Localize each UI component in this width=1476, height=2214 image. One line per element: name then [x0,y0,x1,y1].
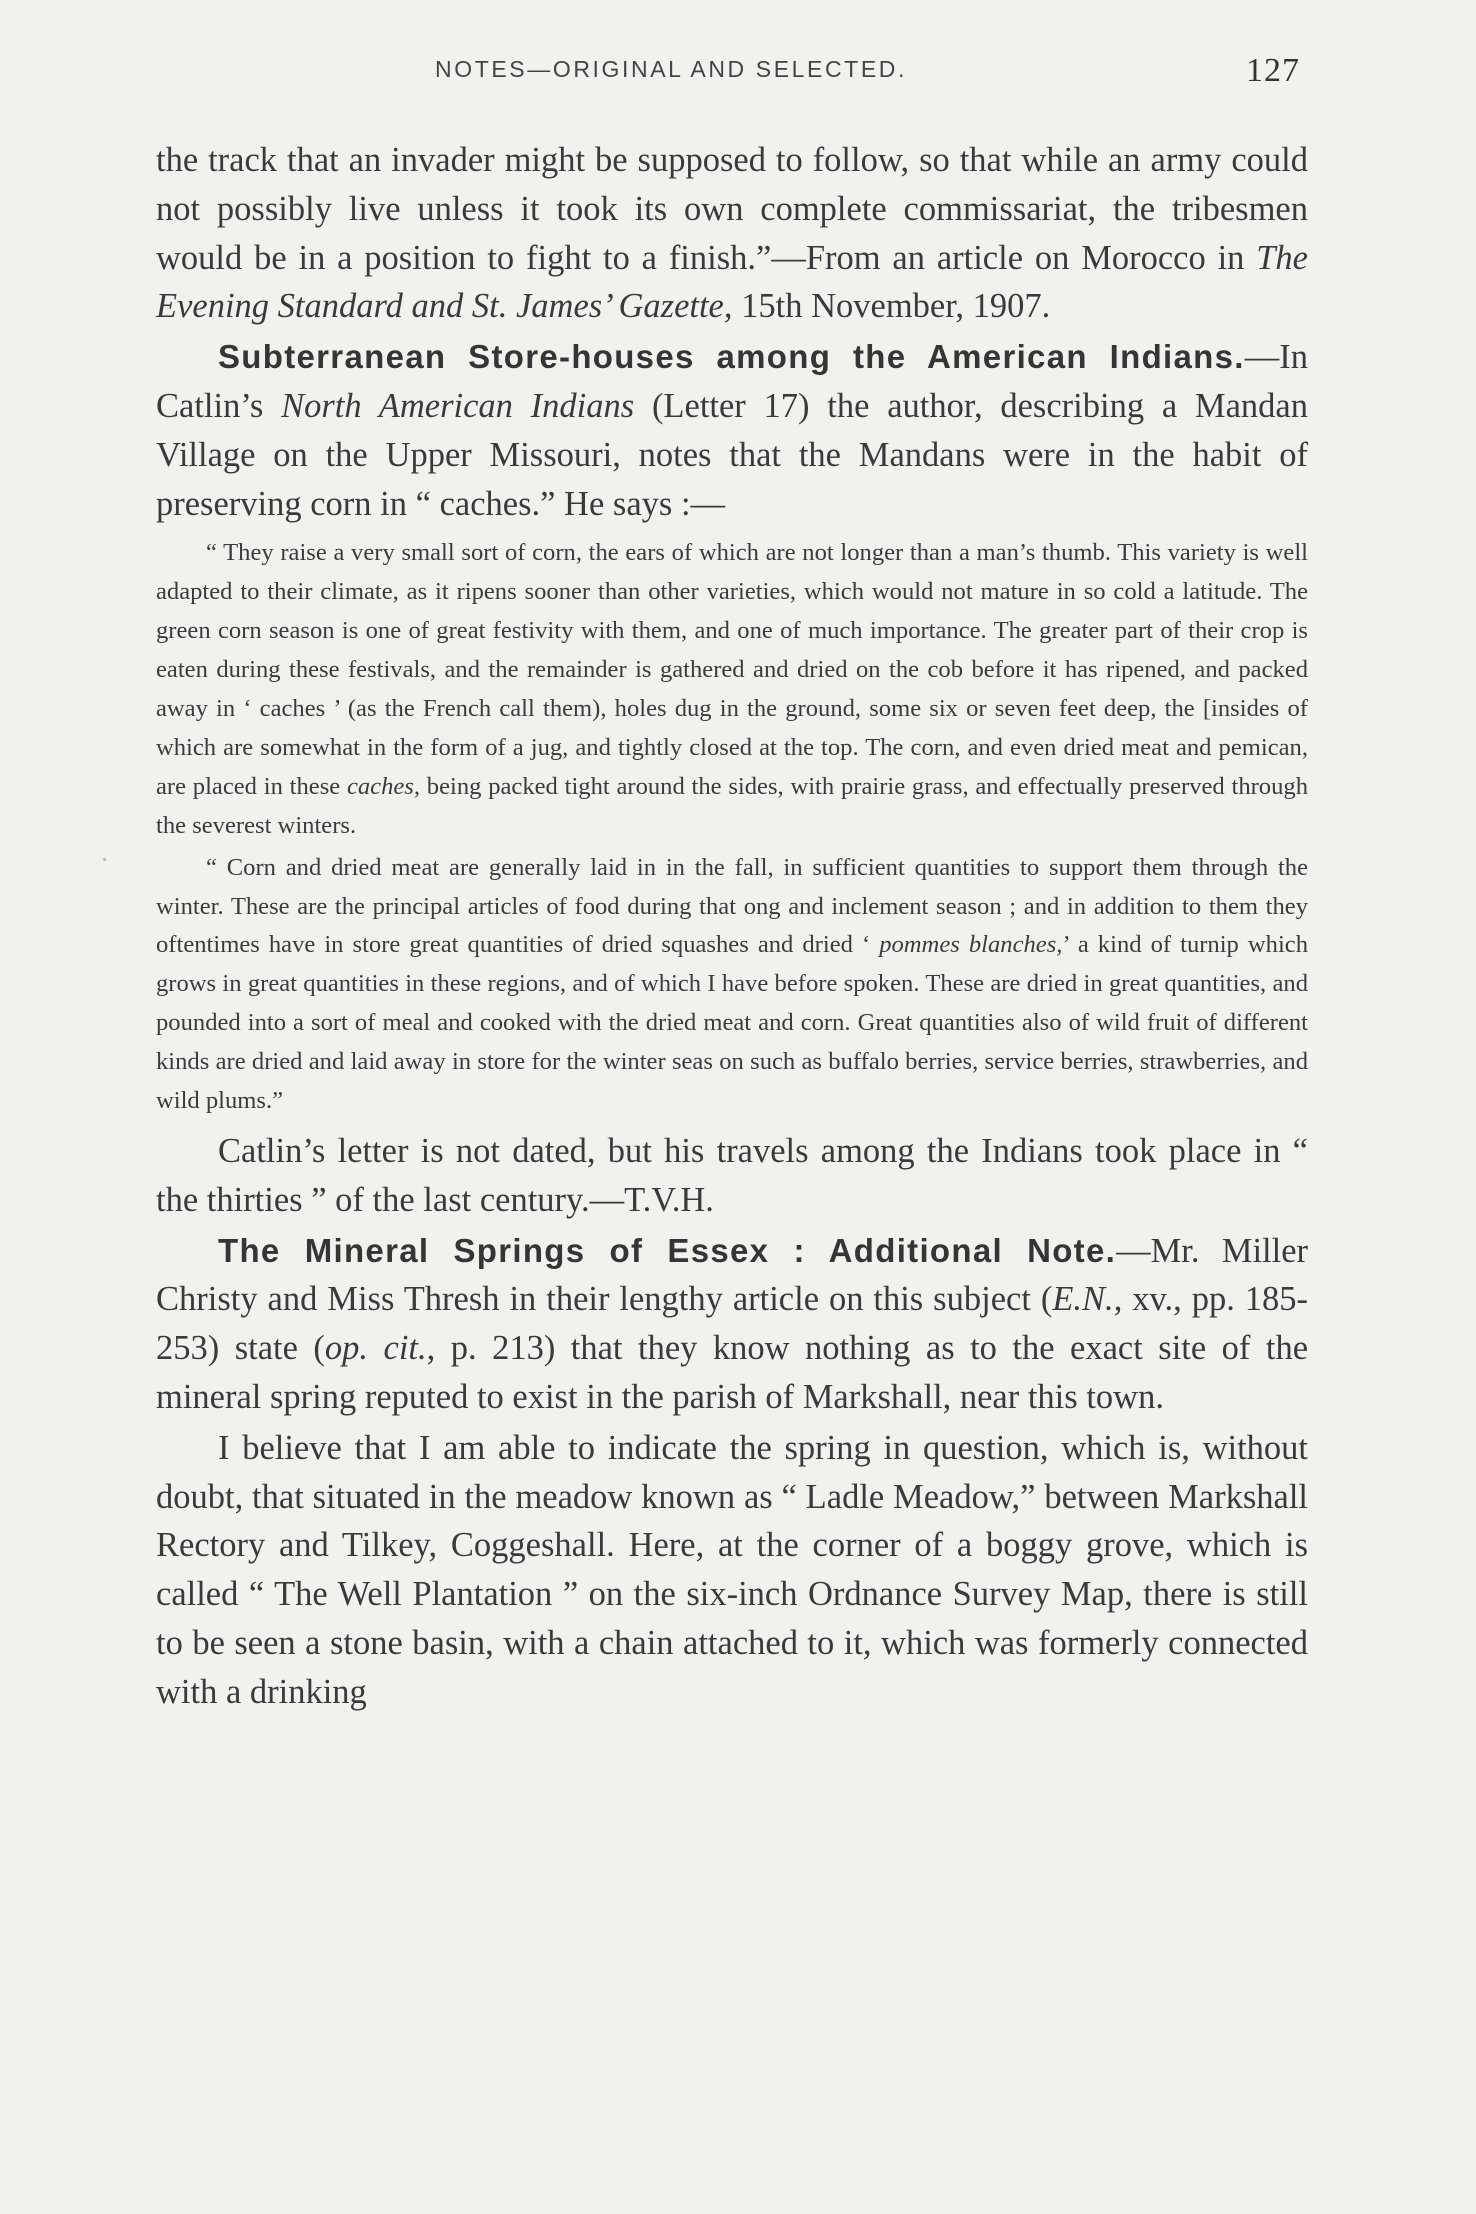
running-header [160,52,1310,102]
text-run: “ They raise a very small sort of corn, the ears of which are not longer than a man’s thumb. This variety is well adapted to their climate, as it ripens sooner than other varieties, which would not mature in so cold a latitude. The green corn season is one of great festivity with them, and one of much importance. The greater part of their crop is eaten during these festivals, and the remainder is gathered and dried on the cob before it has ripened, and packed away in ‘ caches ’ (as the French call them), holes dug in the ground, some six or seven feet deep, the [insides of which are somewhat in the form of a jug, and tightly closed at the top. The corn, and even dried meat and pemican, are placed in these [156,539,1308,800]
page-number: 127 [1246,52,1300,89]
text-run: Catlin’s letter is not dated, but his travels among the Indians took place in “ the thirties ” of the last century.—T.V.H. [156,1131,1308,1219]
text-run: ’ a kind of turnip which grows in great quantities in these regions, and of which I have before spoken. These are dried in great quantities, and pounded into a sort of meal and cooked with the dried meat and corn. Great quantities also of wild fruit of different kinds are dried and laid away in store for the winter seas on such as buffalo berries, service berries, strawberries, and wild plums.” [156,931,1309,1115]
italic-abbreviation: op. cit. [324,1329,427,1368]
paper-speck [103,858,106,861]
italic-term: pommes blanches, [879,931,1063,959]
block-quote-dried-meat [156,849,1308,1121]
italic-term: caches, [346,772,421,800]
block-quote-corn [156,534,1308,845]
text-run: (Letter 17) the author, describing a Mandan Village on the Upper Missouri, notes that the Mandans were in the habit of preserving corn in “ caches.” He says :— [156,386,1308,523]
text-run: I believe that I am able to indicate the spring in question, which is, without doubt, that situated in the meadow known as “ Ladle Meadow,” between Markshall Rectory and Tilkey, Coggeshall. Here, at the corner of a boggy grove, which is called “ The Well Plantation ” on the six-inch Ordnance Survey Map, there is still to be seen a stone basin, with a chain attached to it, which was formerly connected with a drinking [156,1428,1308,1711]
section-heading-mineral-springs: The Mineral Springs of Essex : Additional Note. [218,1231,1117,1269]
running-title: NOTES—ORIGINAL AND SELECTED. [435,56,907,82]
text-run: “ Corn and dried meat are generally laid in in the fall, in sufficient quantities to support them through the winter. These are the principal articles of food during that ong and inclement season ; and in addition to them they oftentimes have in store great quantities of dried squashes and dried ‘ [156,853,1308,959]
paragraph-catlin-letter [156,1127,1308,1225]
text-run: , p. 213) that they know nothing as to the exact site of the mineral spring reputed to exist in the parish of Markshall, near this town. [156,1329,1309,1416]
body-text [156,136,1308,1717]
paragraph-mineral-springs [156,1227,1308,1422]
paragraph-morocco-quote-end [156,136,1308,331]
book-title: North American Indians [281,386,635,425]
text-run: being packed tight around the sides, with prairie grass, and effectually preserved through the severest winters. [156,772,1308,839]
text-run: , xv., pp. 185-253) state ( [156,1280,1309,1368]
text-run: the track that an invader might be supposed to follow, so that while an army could not possibly live unless it took its own complete commissariat, the tribesmen would be in a position to fight to a finish.”—From an article on Morocco in [156,141,1308,277]
text-run: —Mr. Miller Christy and Miss Thresh in their lengthy article on this subject ( [156,1231,1308,1319]
italic-abbreviation: E.N. [1052,1280,1114,1319]
text-run: 15th November, 1907. [732,287,1051,326]
text-run: —In Catlin’s [156,338,1308,425]
paragraph-subterranean-store-houses [156,333,1308,528]
section-heading-subterranean: Subterranean Store-houses among the American Indians. [218,338,1245,376]
newspaper-title: The Evening Standard and St. James’ Gazette, [156,238,1308,326]
paragraph-ladle-meadow [156,1424,1308,1717]
